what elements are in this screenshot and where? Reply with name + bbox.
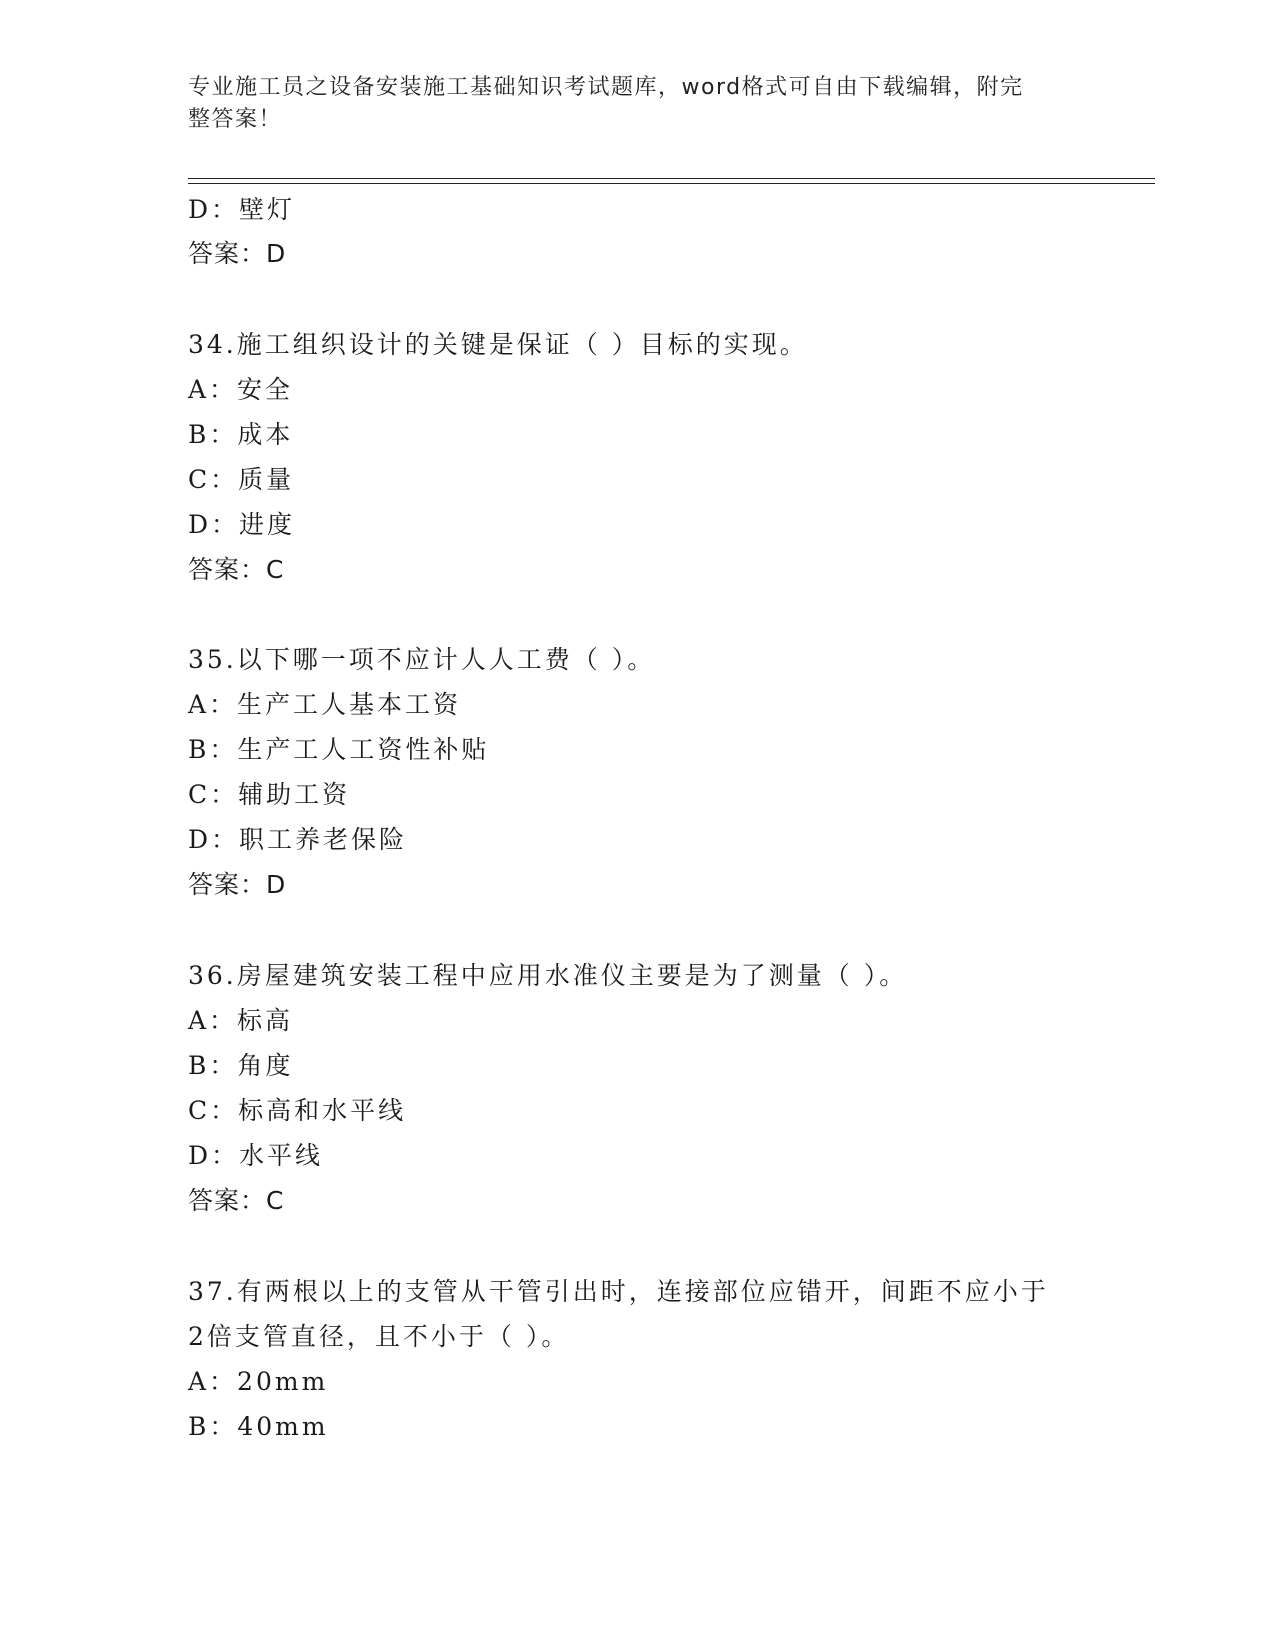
prev-option-d: D：壁灯 (188, 195, 296, 224)
document-header (188, 72, 1068, 136)
question-36-option-b: B：角度 (188, 1051, 294, 1080)
question-35-option-b: B：生产工人工资性补贴 (188, 735, 490, 764)
question-36-option-d: D：水平线 (188, 1141, 324, 1170)
question-37-option-a: A：20mm (188, 1367, 329, 1396)
header-rule-top (188, 178, 1155, 179)
question-35-answer: 答案：D (188, 870, 287, 899)
question-34-stem: 34.施工组织设计的关键是保证（ ）目标的实现。 (188, 330, 808, 359)
question-36-answer: 答案：C (188, 1186, 285, 1215)
question-36-option-c: C：标高和水平线 (188, 1096, 407, 1125)
question-34-answer: 答案：C (188, 555, 285, 584)
question-35-option-d: D：职工养老保险 (188, 825, 408, 854)
question-34-option-d: D：进度 (188, 510, 296, 539)
question-34-option-c: C：质量 (188, 465, 295, 494)
question-35-option-a: A：生产工人基本工资 (188, 690, 462, 719)
header-line-1: 专业施工员之设备安装施工基础知识考试题库，word格式可自由下载编辑，附完 (188, 75, 1024, 100)
question-37-stem-line-1: 37.有两根以上的支管从干管引出时，连接部位应错开，间距不应小于 (188, 1277, 1049, 1306)
question-35-stem: 35.以下哪一项不应计人人工费（ ）。 (188, 645, 656, 674)
prev-answer: 答案：D (188, 239, 287, 268)
question-37-stem-line-2: 2倍支管直径，且不小于（ ）。 (188, 1322, 570, 1351)
header-rule-bottom (188, 183, 1155, 184)
question-36-stem: 36.房屋建筑安装工程中应用水准仪主要是为了测量（ ）。 (188, 961, 908, 990)
question-37-option-b: B：40mm (188, 1412, 329, 1441)
question-36-option-a: A：标高 (188, 1006, 294, 1035)
question-34-option-a: A：安全 (188, 375, 294, 404)
question-34-option-b: B：成本 (188, 420, 294, 449)
question-35-option-c: C：辅助工资 (188, 780, 351, 809)
header-line-2: 整答案！ (188, 107, 283, 132)
